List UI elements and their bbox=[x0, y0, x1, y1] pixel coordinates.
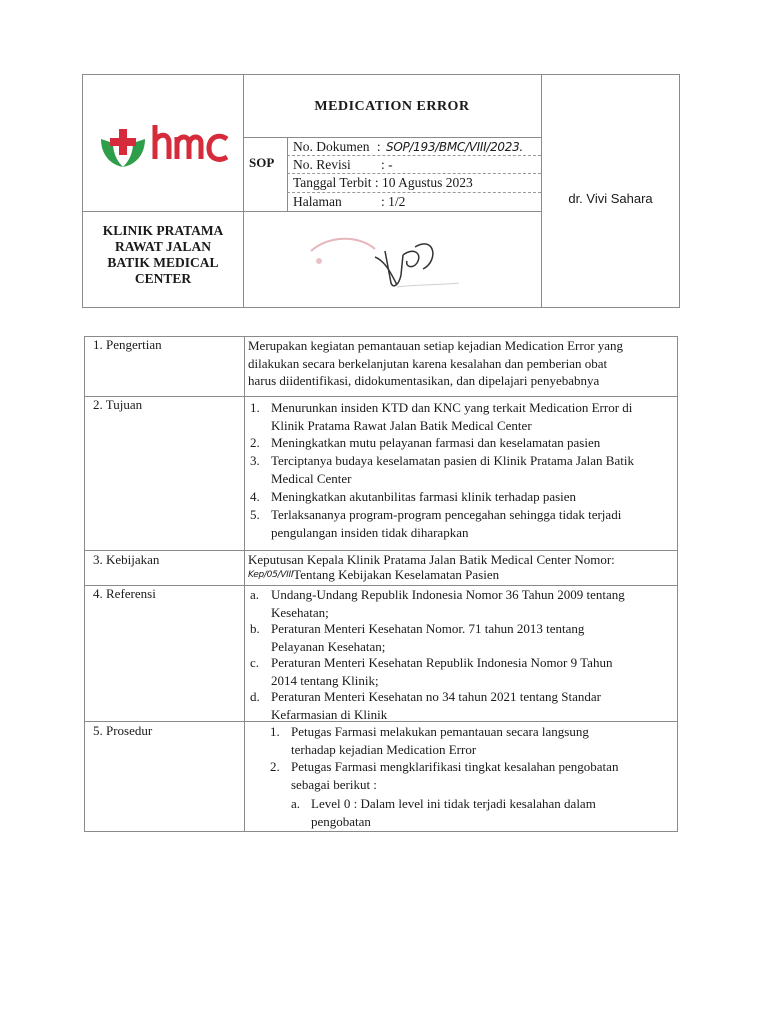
text-line: Menurunkan insiden KTD dan KNC yang terkait Medication Error di bbox=[271, 400, 633, 415]
divider bbox=[287, 192, 541, 193]
approver-name: dr. Vivi Sahara bbox=[568, 191, 653, 206]
divider bbox=[85, 396, 678, 397]
list-item bbox=[250, 452, 672, 488]
list-number: 1. bbox=[250, 400, 260, 415]
tanggal-terbit-row: Tanggal Terbit : 10 Agustus 2023 bbox=[293, 175, 473, 190]
list-letter: a. bbox=[291, 796, 301, 811]
text-line: Tentang Kebijakan Keselamatan Pasien bbox=[293, 567, 500, 582]
section-label-pengertian: 1. Pengertian bbox=[93, 337, 162, 352]
section-label-prosedur: 5. Prosedur bbox=[93, 723, 153, 738]
section-label-kebijakan: 3. Kebijakan bbox=[93, 552, 160, 567]
clinic-name-line: CENTER bbox=[134, 271, 192, 286]
divider bbox=[287, 173, 541, 174]
text-line: Kefarmasian di Klinik bbox=[271, 706, 388, 722]
tanggal-terbit-value: 10 Agustus 2023 bbox=[381, 175, 473, 190]
sop-content-table bbox=[84, 336, 678, 832]
list-letter: a. bbox=[250, 587, 260, 602]
no-revisi-row: No. Revisi : - bbox=[293, 157, 393, 172]
text-line: Klinik Pratama Rawat Jalan Batik Medical Center bbox=[271, 417, 532, 433]
divider bbox=[85, 550, 678, 551]
list-item bbox=[250, 488, 672, 506]
halaman-value: 1/2 bbox=[388, 194, 406, 209]
no-dokumen-value: SOP/193/BMC/VIII/2023. bbox=[386, 140, 523, 154]
list-number: 2. bbox=[270, 759, 280, 774]
text-line: sebagai berikut : bbox=[291, 776, 377, 792]
list-item bbox=[291, 795, 672, 831]
text-line: Meningkatkan mutu pelayanan farmasi dan keselamatan pasien bbox=[271, 435, 601, 450]
divider bbox=[287, 137, 288, 211]
list-item bbox=[250, 688, 672, 722]
text-line: pengulangan insiden tidak diharapkan bbox=[271, 524, 469, 540]
clinic-name-line: RAWAT JALAN bbox=[115, 239, 211, 254]
pengertian-text bbox=[248, 337, 672, 390]
signature-stamp-icon bbox=[289, 225, 489, 305]
signature bbox=[289, 225, 489, 305]
no-dokumen-label: No. Dokumen bbox=[293, 139, 370, 154]
text-line: Merupakan kegiatan pemantauan setiap kejadian Medication Error yang bbox=[248, 338, 624, 353]
halaman-row: Halaman : 1/2 bbox=[293, 194, 406, 209]
list-letter: d. bbox=[250, 689, 260, 704]
section-label-tujuan: 2. Tujuan bbox=[93, 397, 143, 412]
text-line: Keputusan Kepala Klinik Pratama Jalan Batik Medical Center Nomor: bbox=[248, 552, 615, 567]
list-number: 1. bbox=[270, 724, 280, 739]
divider bbox=[83, 211, 541, 212]
text-line: Terlaksananya program-program pencegahan sehingga tidak terjadi bbox=[271, 507, 622, 522]
list-number: 4. bbox=[250, 489, 260, 504]
text-line: Petugas Farmasi mengklarifikasi tingkat kesalahan pengobatan bbox=[291, 759, 619, 774]
text-line: Medical Center bbox=[271, 470, 352, 486]
kebijakan-number-handwritten: Kep/05/VIII bbox=[248, 570, 294, 580]
tanggal-terbit-label: Tanggal Terbit bbox=[293, 175, 372, 190]
text-line: pengobatan bbox=[311, 813, 371, 829]
text-line: Terciptanya budaya keselamatan pasien di Klinik Pratama Jalan Batik bbox=[271, 453, 634, 468]
text-line: Level 0 : Dalam level ini tidak terjadi kesalahan dalam bbox=[311, 796, 596, 811]
list-item bbox=[250, 586, 672, 620]
no-revisi-label: No. Revisi bbox=[293, 157, 351, 172]
sop-label: SOP bbox=[249, 155, 275, 170]
text-line: Pelayanan Kesehatan; bbox=[271, 638, 386, 654]
text-line: Peraturan Menteri Kesehatan no 34 tahun 2021 tentang Standar bbox=[271, 689, 601, 704]
halaman-label: Halaman bbox=[293, 194, 342, 209]
text-line: harus diidentifikasi, didokumentasikan, dan dipelajari penyebabnya bbox=[248, 373, 600, 388]
list-item bbox=[270, 758, 672, 794]
divider bbox=[287, 155, 541, 156]
document-title: MEDICATION ERROR bbox=[314, 99, 470, 114]
sop-header bbox=[82, 74, 680, 308]
list-item bbox=[250, 506, 672, 542]
list-letter: b. bbox=[250, 621, 260, 636]
list-number: 3. bbox=[250, 453, 260, 468]
bmc-logo-icon bbox=[97, 115, 237, 175]
text-line: Meningkatkan akutanbilitas farmasi klinik terhadap pasien bbox=[271, 489, 577, 504]
list-item bbox=[250, 399, 672, 435]
text-line: Undang-Undang Republik Indonesia Nomor 36 Tahun 2009 tentang bbox=[271, 587, 625, 602]
text-line: Kesehatan; bbox=[271, 604, 329, 620]
clinic-logo bbox=[97, 115, 237, 175]
list-item bbox=[250, 620, 672, 654]
clinic-name-line: BATIK MEDICAL bbox=[107, 255, 219, 270]
no-revisi-value: - bbox=[388, 157, 393, 172]
clinic-name-line: KLINIK PRATAMA bbox=[102, 223, 224, 238]
list-item bbox=[250, 654, 672, 688]
text-line: Peraturan Menteri Kesehatan Nomor. 71 tahun 2013 tentang bbox=[271, 621, 585, 636]
kebijakan-text bbox=[248, 552, 672, 583]
list-item bbox=[250, 434, 672, 452]
clinic-name bbox=[83, 223, 243, 287]
text-line: dilakukan secara berkelanjutan karena kesalahan dan pemberian obat bbox=[248, 355, 608, 371]
no-dokumen-row: No. Dokumen : SOP/193/BMC/VIII/2023. bbox=[293, 139, 523, 154]
list-item bbox=[270, 723, 672, 759]
section-label-referensi: 4. Referensi bbox=[93, 586, 156, 601]
list-letter: c. bbox=[250, 655, 260, 670]
text-line: terhadap kejadian Medication Error bbox=[291, 741, 477, 757]
list-number: 2. bbox=[250, 435, 260, 450]
text-line: Peraturan Menteri Kesehatan Republik Indonesia Nomor 9 Tahun bbox=[271, 655, 613, 670]
text-line: 2014 tentang Klinik; bbox=[271, 672, 379, 688]
list-number: 5. bbox=[250, 507, 260, 522]
divider bbox=[243, 137, 541, 138]
text-line: Petugas Farmasi melakukan pemantauan secara langsung bbox=[291, 724, 589, 739]
